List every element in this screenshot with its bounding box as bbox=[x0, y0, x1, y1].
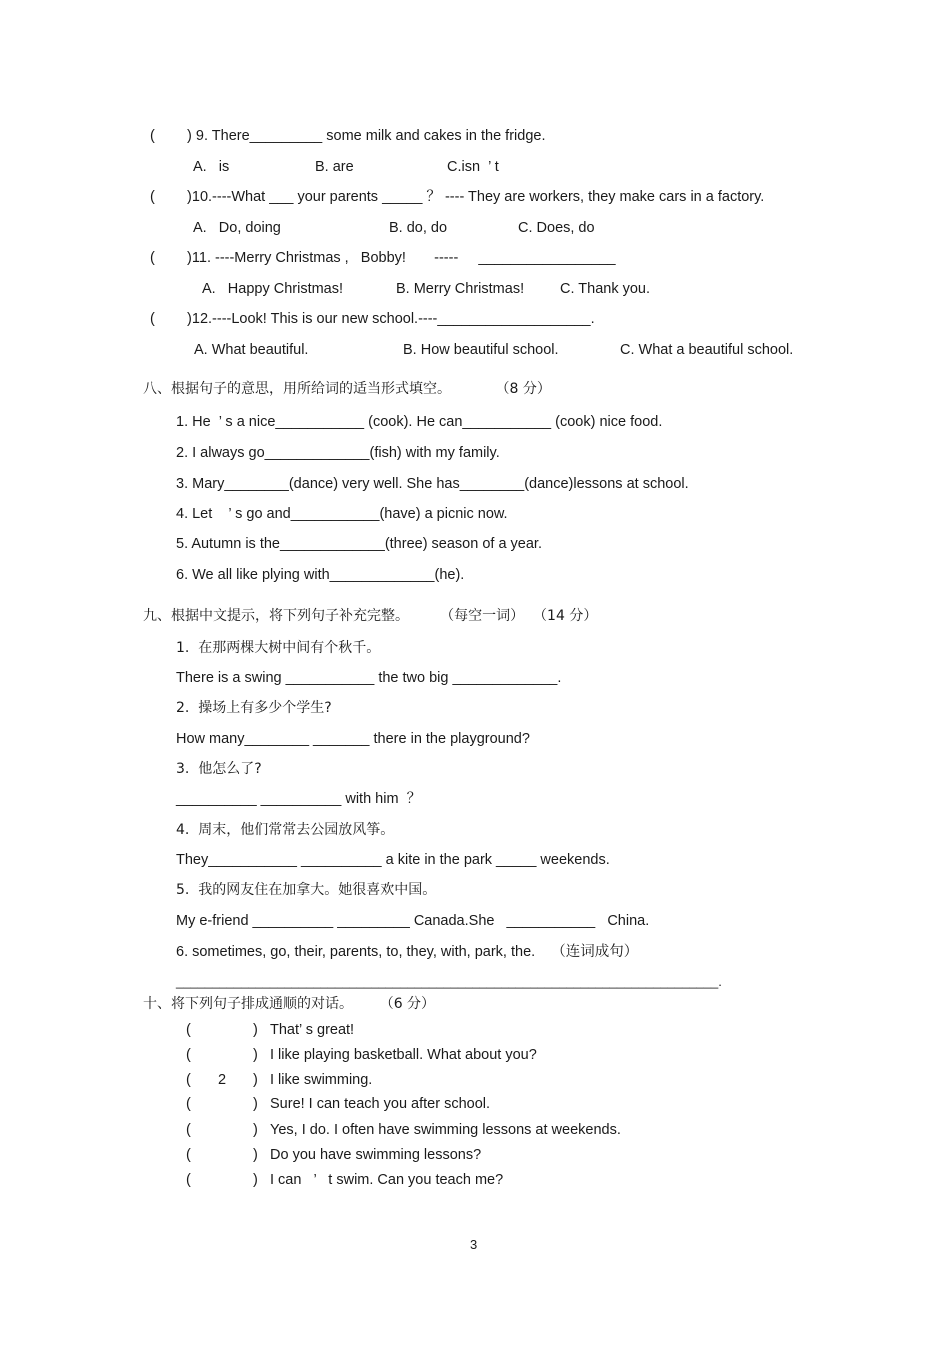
dialogue-close-paren: ) bbox=[253, 1047, 258, 1063]
s9-item-6: 6. sometimes, go, their, parents, to, they, with, park, the. （连词成句） bbox=[176, 944, 639, 960]
dialogue-sentence: That’ s great! bbox=[270, 1022, 355, 1038]
s9-item-5-chinese: 5. 我的网友住在加拿大。她很喜欢中国。 bbox=[176, 882, 437, 898]
s9-item-4-english: They___________ __________ a kite in the park _____ weekends. bbox=[176, 852, 610, 868]
dialogue-sentence: Sure! I can teach you after school. bbox=[270, 1096, 491, 1112]
dialogue-close-paren: ) bbox=[253, 1147, 258, 1163]
s9-item-1-chinese: 1. 在那两棵大树中间有个秋千。 bbox=[176, 640, 381, 656]
dialogue-open-paren: ( bbox=[186, 1147, 191, 1163]
question-9: ( ) 9. There_________ some milk and cakes in the fridge. bbox=[150, 128, 546, 144]
s9-item-2-english: How many________ _______ there in the playground? bbox=[176, 731, 530, 747]
s9-item-3-chinese: 3. 他怎么了? bbox=[176, 761, 262, 777]
s9-item-5-english: My e-friend __________ _________ Canada.She ___________ China. bbox=[176, 913, 650, 929]
s9-item-4-chinese: 4. 周末，他们常常去公园放风筝。 bbox=[176, 822, 395, 838]
s8-item-2: 2. I always go_____________(fish) with my family. bbox=[176, 445, 500, 461]
q11-option-c: C. Thank you. bbox=[560, 281, 651, 297]
page-number: 3 bbox=[470, 1237, 478, 1252]
dialogue-close-paren: ) bbox=[253, 1072, 258, 1088]
dialogue-open-paren: ( bbox=[186, 1096, 191, 1112]
q9-option-c: C.isn ’ t bbox=[447, 159, 499, 175]
dialogue-sentence: I like playing basketball. What about you? bbox=[270, 1047, 537, 1063]
s8-item-3: 3. Mary________(dance) very well. She has________(dance)lessons at school. bbox=[176, 476, 689, 492]
dialogue-sentence: Do you have swimming lessons? bbox=[270, 1147, 482, 1163]
dialogue-open-paren: ( bbox=[186, 1122, 191, 1138]
s9-item-3-english: __________ __________ with him ？ bbox=[176, 791, 422, 807]
q9-option-a: A. is bbox=[193, 159, 230, 175]
dialogue-open-paren: ( bbox=[186, 1172, 191, 1188]
section-8-title: 八、根据句子的意思，用所给词的适当形式填空。 （8 分） bbox=[143, 381, 551, 397]
q10-option-a: A. Do, doing bbox=[193, 220, 281, 236]
section-10-title: 十、将下列句子排成通顺的对话。 （6 分） bbox=[143, 996, 436, 1012]
dialogue-close-paren: ) bbox=[253, 1122, 258, 1138]
dialogue-close-paren: ) bbox=[253, 1172, 258, 1188]
q11-option-b: B. Merry Christmas! bbox=[396, 281, 525, 297]
s8-item-4: 4. Let ’ s go and___________(have) a picnic now. bbox=[176, 506, 508, 522]
dialogue-close-paren: ) bbox=[253, 1022, 258, 1038]
section-9-title: 九、根据中文提示，将下列句子补充完整。 （每空一词） （14 分） bbox=[143, 608, 598, 624]
question-11: ( )11. ----Merry Christmas , Bobby! ----- _________________ bbox=[150, 250, 616, 266]
question-10: ( )10.----What ___ your parents _____ ？ ---- They are workers, they make cars in a factory. bbox=[150, 189, 765, 205]
s8-item-5: 5. Autumn is the_____________(three) season of a year. bbox=[176, 536, 542, 552]
dialogue-open-paren: ( bbox=[186, 1047, 191, 1063]
q10-option-b: B. do, do bbox=[389, 220, 448, 236]
q10-option-c: C. Does, do bbox=[518, 220, 595, 236]
s8-item-6: 6. We all like plying with_____________(he). bbox=[176, 567, 465, 583]
s9-item-1-english: There is a swing ___________ the two big _____________. bbox=[176, 670, 562, 686]
dialogue-sentence: I like swimming. bbox=[270, 1072, 373, 1088]
s8-item-1: 1. He ’ s a nice___________ (cook). He can___________ (cook) nice food. bbox=[176, 414, 663, 430]
dialogue-open-paren: ( bbox=[186, 1072, 191, 1088]
q12-option-a: A. What beautiful. bbox=[194, 342, 309, 358]
s9-item-2-chinese: 2. 操场上有多少个学生? bbox=[176, 700, 332, 716]
q12-option-c: C. What a beautiful school. bbox=[620, 342, 794, 358]
question-12: ( )12.----Look! This is our new school.----___________________. bbox=[150, 311, 595, 327]
dialogue-open-paren: ( bbox=[186, 1022, 191, 1038]
dialogue-sentence: Yes, I do. I often have swimming lessons at weekends. bbox=[270, 1122, 621, 1138]
q12-option-b: B. How beautiful school. bbox=[403, 342, 559, 358]
dialogue-sentence: I can ’ t swim. Can you teach me? bbox=[270, 1172, 504, 1188]
q11-option-a: A. Happy Christmas! bbox=[202, 281, 344, 297]
dialogue-order-number: 2 bbox=[218, 1072, 227, 1088]
q9-option-b: B. are bbox=[315, 159, 354, 175]
s9-answer-line: ___________________________________________________________________________. bbox=[176, 974, 722, 989]
dialogue-close-paren: ) bbox=[253, 1096, 258, 1112]
